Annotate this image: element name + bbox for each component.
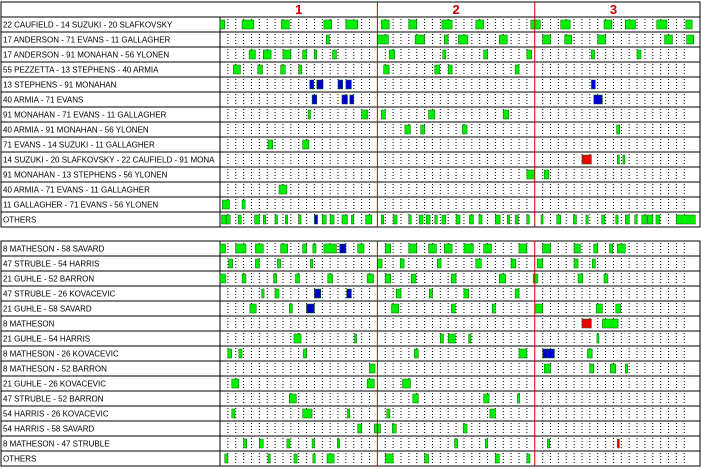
shift-bar-even [444, 35, 448, 44]
shift-bar-even [425, 454, 429, 463]
shift-bar-even [517, 394, 519, 403]
shift-bar-even [437, 259, 441, 268]
shift-bar-even [346, 20, 358, 29]
shift-bar-even [503, 110, 509, 119]
shift-bar-pp [312, 95, 317, 104]
shift-bar-even [409, 20, 417, 29]
shift-bar-even [656, 215, 660, 224]
shift-bar-even [242, 274, 246, 283]
shift-bar-even [429, 244, 437, 253]
shift-bar-even [617, 244, 625, 253]
shift-bar-even [322, 215, 326, 224]
shift-bar-even [389, 50, 395, 59]
shift-bar-even [484, 50, 488, 59]
line-label: OTHERS [3, 215, 37, 225]
shift-bar-even [574, 259, 578, 268]
shift-bar-even [409, 244, 417, 253]
shift-bar-even [686, 20, 692, 29]
shift-bar-even [355, 334, 357, 343]
shift-bar-even [228, 349, 232, 358]
shift-bar-pp [543, 349, 548, 358]
shift-bar-even [255, 259, 259, 268]
line-label: 40 ARMIA - 71 EVANS - 11 GALLAGHER [3, 185, 150, 195]
shift-bar-even [314, 50, 316, 59]
line-label: 91 MONAHAN - 13 STEPHENS - 56 YLONEN [3, 170, 168, 180]
shift-bar-even [308, 110, 310, 119]
shift-bar-even [591, 50, 594, 59]
shift-bar-even [328, 274, 333, 283]
shift-bar-even [351, 215, 353, 224]
shift-bar-even [415, 35, 424, 44]
shift-bar-even [238, 215, 241, 224]
shift-bar-even [296, 274, 300, 283]
shift-bar-pk [582, 155, 591, 164]
shift-bar-even [358, 244, 364, 253]
shift-bar-even [396, 289, 401, 298]
shift-bar-even [299, 215, 301, 224]
shift-bar-pp [594, 95, 603, 104]
shift-bar-even [676, 215, 695, 224]
shift-bar-even [623, 155, 625, 164]
shift-bar-even [347, 409, 349, 418]
shift-bar-even [242, 200, 245, 209]
line-label: 71 EVANS - 14 SUZUKI - 11 GALLAGHER [3, 140, 155, 150]
shift-bar-even [262, 289, 264, 298]
shift-bar-even [281, 20, 289, 29]
shift-bar-even [537, 259, 543, 268]
shift-bar-even [604, 20, 612, 29]
shift-bar-even [236, 244, 246, 253]
shift-bar-even [610, 244, 613, 253]
line-label: 40 ARMIA - 71 EVANS [3, 95, 84, 105]
shift-bar-pp [317, 80, 323, 89]
shift-bar-even [458, 35, 467, 44]
shift-bar-even [602, 215, 605, 224]
shift-bar-even [324, 244, 337, 253]
line-label: 22 CAUFIELD - 14 SUZUKI - 20 SLAFKOVSKY [3, 20, 173, 30]
shift-bar-even [255, 215, 260, 224]
shift-bar-even [442, 20, 452, 29]
period-label-2: 2 [452, 2, 460, 17]
shift-bar-even [409, 215, 411, 224]
shift-bar-even [543, 244, 551, 253]
shift-bar-even [544, 364, 550, 373]
period-header [1, 2, 700, 17]
shift-bar-pp [338, 80, 343, 89]
shift-bar-even [547, 439, 549, 448]
shift-bar-even [515, 289, 519, 298]
shift-bar-even [515, 65, 519, 74]
shift-bar-even [313, 244, 316, 253]
shift-bar-even [543, 35, 551, 44]
line-label: 8 MATHESON - 58 SAVARD [3, 244, 105, 254]
shift-bar-even [421, 125, 425, 134]
shift-bar-even [464, 289, 469, 298]
shift-bar-even [610, 364, 616, 373]
shift-bar-even [426, 215, 430, 224]
shift-bar-even [403, 379, 411, 388]
shift-bar-even [385, 274, 391, 283]
shift-bar-even [303, 140, 309, 149]
shift-bar-even [287, 439, 290, 448]
shift-bar-even [507, 215, 509, 224]
shift-bar-even [448, 334, 455, 343]
shift-bar-even [283, 50, 291, 59]
shift-bar-even [310, 259, 312, 268]
shift-bar-even [242, 20, 254, 29]
shift-bar-pp [547, 349, 554, 358]
shift-bar-even [476, 20, 484, 29]
shift-bar-pp [314, 215, 317, 224]
shift-bar-even [326, 35, 329, 44]
shift-bar-even [381, 20, 389, 29]
shift-bar-even [573, 215, 576, 224]
shift-bar-even [232, 379, 239, 388]
shift-bar-even [268, 454, 270, 463]
shift-bar-even [544, 170, 549, 179]
shift-bar-even [594, 244, 598, 253]
shift-bar-even [451, 274, 456, 283]
shift-bar-even [229, 259, 233, 268]
shift-bar-even [625, 215, 629, 224]
shift-bar-even [333, 50, 337, 59]
shift-bar-even [255, 244, 263, 253]
shift-bar-even [435, 215, 437, 224]
shift-bar-even [303, 244, 307, 253]
shift-bar-even [456, 215, 460, 224]
shift-bar-even [492, 304, 495, 313]
shift-bar-even [411, 274, 416, 283]
shift-bar-even [541, 215, 543, 224]
shift-bar-even [392, 304, 399, 313]
shift-bar-even [385, 244, 391, 253]
shift-bar-even [281, 65, 286, 74]
shift-bar-even [454, 439, 457, 448]
line-label: 21 GUHLE - 26 KOVACEVIC [3, 379, 106, 389]
shift-bar-pp [307, 304, 315, 313]
shift-bar-even [303, 409, 312, 418]
line-label: 47 STRUBLE - 26 KOVACEVIC [3, 289, 116, 299]
shift-bar-pp [350, 95, 354, 104]
shift-bar-even [597, 334, 599, 343]
shift-bar-even [527, 170, 535, 179]
line-label: 55 PEZZETTA - 13 STEPHENS - 40 ARMIA [3, 65, 159, 75]
shift-bar-even [414, 349, 418, 358]
shift-bar-even [647, 215, 653, 224]
shift-bar-even [587, 349, 592, 358]
shift-bar-even [366, 215, 372, 224]
shift-bar-even [313, 454, 315, 463]
line-label: 47 STRUBLE - 54 HARRIS [3, 259, 100, 269]
shift-bar-even [574, 244, 580, 253]
shift-bar-even [400, 259, 404, 268]
shift-bar-pp [591, 80, 595, 89]
shift-bar-even [222, 200, 229, 209]
shift-bar-even [490, 409, 496, 418]
shift-bar-even [385, 454, 393, 463]
line-label: 54 HARRIS - 58 SAVARD [3, 424, 95, 434]
shift-bar-even [495, 215, 500, 224]
shift-bar-even [294, 334, 301, 343]
shift-bar-even [392, 424, 396, 433]
shift-bar-even [239, 349, 242, 358]
shift-bar-even [527, 50, 532, 59]
shift-bar-even [413, 394, 419, 403]
shift-bar-even [592, 259, 595, 268]
shift-bar-pp [347, 289, 352, 298]
shift-bar-even [535, 304, 543, 313]
shift-bar-even [259, 439, 263, 448]
shift-bar-even [440, 334, 443, 343]
shift-bar-even [294, 454, 297, 463]
shift-bar-even [602, 319, 618, 328]
shift-bar-even [442, 215, 446, 224]
line-label: 11 GALLAGHER - 71 EVANS - 56 YLONEN [3, 200, 159, 210]
shift-bar-even [289, 394, 296, 403]
shift-bar-pp [346, 80, 352, 89]
shift-bar-even [258, 65, 263, 74]
shift-bar-even [665, 35, 673, 44]
line-label: 21 GUHLE - 54 HARRIS [3, 334, 91, 344]
shift-bar-even [464, 244, 473, 253]
shift-bar-even [299, 65, 302, 74]
shift-bar-even [444, 244, 452, 253]
shift-bar-even [511, 259, 516, 268]
shift-bar-even [527, 215, 529, 224]
shift-bar-even [590, 364, 594, 373]
shift-bar-pp [314, 289, 320, 298]
shift-bar-even [274, 274, 277, 283]
shift-bar-even [330, 215, 334, 224]
shift-bar-even [244, 439, 247, 448]
shift-bar-pp [310, 80, 314, 89]
shift-bar-even [233, 65, 240, 74]
shift-bar-even [337, 439, 339, 448]
shift-bar-pk [582, 319, 591, 328]
shift-bar-even [469, 334, 471, 343]
shift-bar-even [377, 259, 382, 268]
shift-bar-even [499, 35, 507, 44]
line-label: 8 MATHESON [3, 319, 55, 329]
shift-bar-even [220, 244, 226, 253]
shift-bar-even [495, 454, 499, 463]
line-label: 40 ARMIA - 91 MONAHAN - 56 YLONEN [3, 125, 149, 135]
shift-bar-pk [617, 439, 619, 448]
period-label-3: 3 [609, 2, 618, 17]
shift-bar-even [687, 35, 694, 44]
shift-bar-even [387, 409, 390, 418]
shift-bar-even [358, 424, 362, 433]
shift-bar-even [222, 215, 226, 224]
shift-bar-even [362, 110, 368, 119]
shift-bar-even [469, 215, 473, 224]
shift-bar-even [519, 244, 527, 253]
shift-bar-even [596, 304, 602, 313]
shift-bar-even [263, 50, 271, 59]
line-label: 47 STRUBLE - 52 BARRON [3, 394, 104, 404]
shift-bar-even [531, 20, 540, 29]
line-label: 14 SUZUKI - 20 SLAFKOVSKY - 22 CAUFIELD - 91 MONA [3, 155, 215, 165]
line-label: 13 STEPHENS - 91 MONAHAN [3, 80, 117, 90]
shift-bar-even [384, 65, 390, 74]
shift-bar-even [281, 244, 288, 253]
shift-bar-even [370, 364, 376, 373]
shift-bar-even [617, 125, 620, 134]
shift-bar-even [484, 244, 492, 253]
shift-bar-even [312, 439, 314, 448]
shift-bar-even [586, 215, 588, 224]
line-label: 17 ANDERSON - 71 EVANS - 11 GALLAGHER [3, 35, 171, 45]
line-label: 8 MATHESON - 47 STRUBLE [3, 439, 110, 449]
shift-bar-even [232, 409, 235, 418]
shift-bar-even [485, 439, 487, 448]
shift-bar-even [249, 50, 255, 59]
shift-bar-even [285, 215, 287, 224]
shift-bar-even [515, 215, 518, 224]
shift-bar-even [324, 20, 332, 29]
shift-bar-even [561, 20, 570, 29]
shift-bar-even [499, 274, 505, 283]
shift-bar-even [479, 215, 482, 224]
shift-bar-even [303, 349, 306, 358]
shift-bar-even [289, 304, 292, 313]
shift-bar-even [533, 274, 538, 283]
shift-bar-even [429, 110, 435, 119]
shift-bar-even [578, 274, 583, 283]
shift-bar-even [220, 20, 225, 29]
shift-bar-even [381, 215, 383, 224]
shift-bar-even [367, 274, 373, 283]
line-label: 8 MATHESON - 26 KOVACEVIC [3, 349, 119, 359]
shift-bar-even [381, 110, 385, 119]
shift-bar-even [557, 215, 561, 224]
shift-bar-even [367, 379, 374, 388]
shift-bar-even [429, 289, 432, 298]
shift-bar-even [303, 50, 307, 59]
shift-bar-even [451, 304, 455, 313]
shift-bar-pp [340, 244, 346, 253]
shift-bar-even [635, 215, 637, 224]
shift-bar-even [448, 65, 452, 74]
shift-bar-even [435, 65, 440, 74]
shift-bar-even [250, 304, 256, 313]
shift-bar-even [637, 50, 641, 59]
line-label: 91 MONAHAN - 71 EVANS - 11 GALLAGHER [3, 110, 167, 120]
shift-bar-even [462, 125, 467, 134]
shift-bar-even [598, 35, 606, 44]
line-label: 21 GUHLE - 58 SAVARD [3, 304, 92, 314]
line-label: OTHERS [3, 454, 37, 464]
shift-bar-even [519, 349, 527, 358]
line-label: 54 HARRIS - 26 KOVACEVIC [3, 409, 109, 419]
shift-bar-even [625, 364, 627, 373]
shift-bar-even [377, 35, 388, 44]
shift-bar-even [625, 20, 635, 29]
shift-bar-even [327, 454, 334, 463]
period-label-1: 1 [295, 2, 303, 17]
shift-bar-even [275, 289, 279, 298]
shift-bar-even [642, 215, 647, 224]
shift-bar-even [226, 215, 230, 224]
shift-bar-even [275, 215, 277, 224]
shift-bar-even [225, 454, 228, 463]
shift-bar-even [484, 394, 490, 403]
line-label: 21 GUHLE - 52 BARRON [3, 274, 95, 284]
shift-bar-even [463, 424, 467, 433]
shift-bar-even [393, 215, 397, 224]
shift-bar-even [405, 125, 411, 134]
shift-bar-even [604, 274, 608, 283]
shift-bar-even [268, 140, 273, 149]
shift-bar-even [617, 155, 619, 164]
shift-bar-even [342, 215, 348, 224]
line-label: 8 MATHESON - 52 BARRON [3, 364, 107, 374]
shift-bar-even [616, 304, 621, 313]
shift-bar-even [527, 454, 530, 463]
shift-bar-even [277, 259, 280, 268]
shift-bar-even [419, 215, 423, 224]
shift-bar-even [476, 259, 482, 268]
line-label: 17 ANDERSON - 91 MONAHAN - 56 YLONEN [3, 50, 170, 60]
shift-bar-even [657, 20, 667, 29]
shift-bar-even [220, 274, 226, 283]
shift-bar-even [443, 50, 446, 59]
shift-bar-even [279, 185, 287, 194]
shift-bar-even [616, 215, 618, 224]
shift-bar-even [565, 35, 572, 44]
shift-bar-even [263, 215, 265, 224]
shift-bar-pp [342, 95, 348, 104]
